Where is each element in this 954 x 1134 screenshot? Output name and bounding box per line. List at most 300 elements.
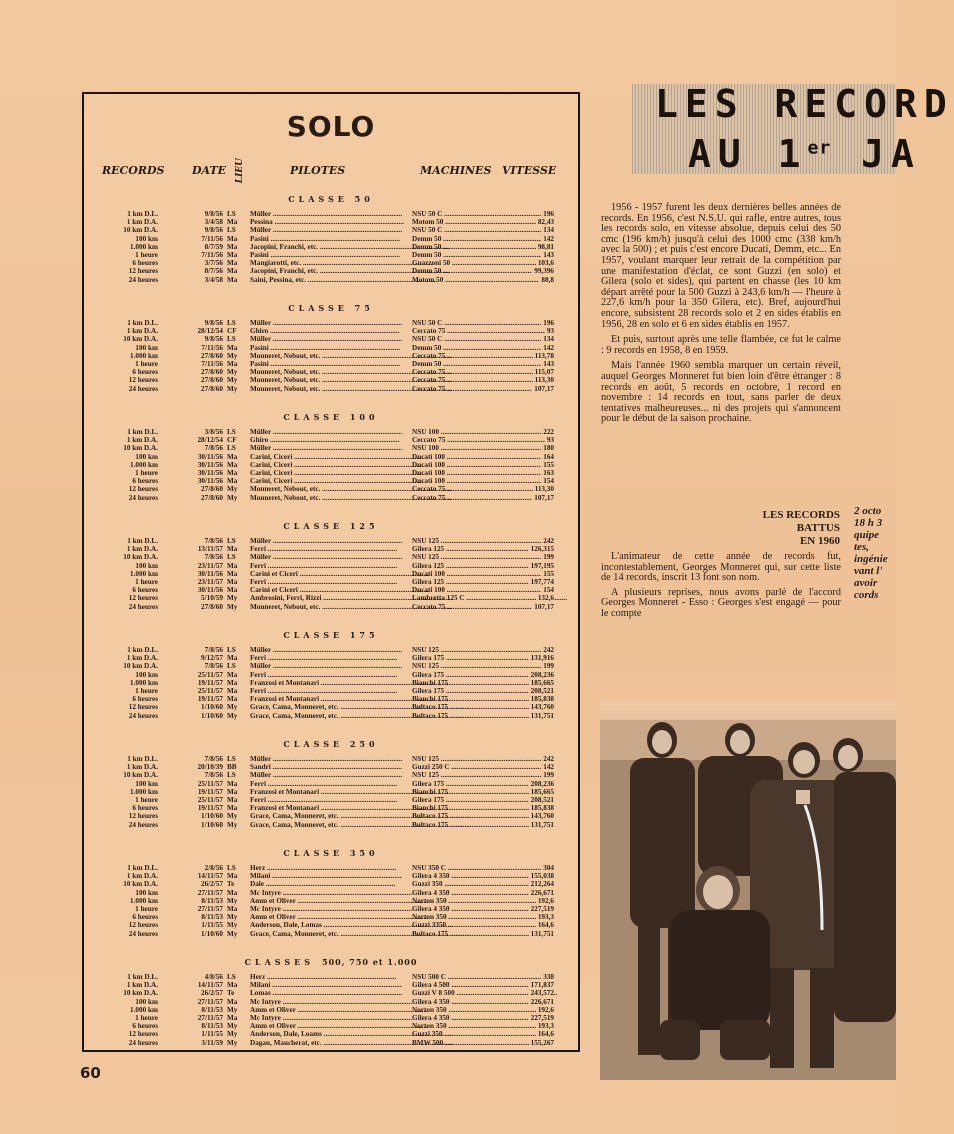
record-date: 1/10/60 [201,820,223,829]
record-type: 100 km [135,670,158,679]
record-date: 30/11/56 [197,569,223,578]
table-row [84,1030,578,1038]
record-machine: Gilera 175 ..... [412,654,524,662]
record-speed: 131,751 [530,929,554,938]
table-title: SOLO [286,110,376,143]
table-row [84,453,578,461]
table-row [84,930,578,938]
section-title-text: CLASSE 50 [288,194,374,204]
record-riders: Grace, Cama, Monneret, etc. ..... [250,712,392,720]
record-machine: Gilera 4 500 ..... [412,981,524,989]
record-place: My [227,896,238,905]
record-machine: Bianchi 175 ..... [412,788,524,796]
record-type: 1.000 km [130,242,158,251]
table-row [84,763,578,771]
record-speed: 227,519 [530,904,554,913]
record-place: LS [227,335,236,344]
record-machine: NSU 125 ..... [412,662,524,670]
record-place: Ma [227,670,238,679]
record-machine: Guzzi 350 ..... [412,1030,524,1038]
record-place: Ma [227,586,238,595]
record-machine: Bultaco 175 ..... [412,703,524,711]
record-place: Ma [227,695,238,704]
record-riders: Anderson, Dale, Loams ..... [250,1030,392,1038]
record-date: 7/11/56 [201,359,223,368]
record-speed: 107,17 [534,493,554,502]
record-machine: Ducati 100 ..... [412,469,524,477]
table-row [84,276,578,284]
record-riders: Müller ..... [250,226,392,234]
record-type: 10 km D.A. [123,880,158,889]
record-type: 100 km [135,561,158,570]
record-type: 1 heure [135,904,158,913]
section-title [84,848,578,858]
record-machine: Norton 350 ..... [412,1022,524,1030]
record-speed: 199 [543,662,554,671]
side-line: cords [854,589,879,601]
record-date: 9/8/56 [204,226,223,235]
record-riders: Franzosi et Montanari ..... [250,804,392,812]
table-row [84,889,578,897]
record-place: Ma [227,569,238,578]
record-riders: Ferri ..... [250,671,392,679]
table-row [84,218,578,226]
record-date: 19/11/57 [197,804,223,813]
table-row [84,989,578,997]
record-date: 5/10/59 [201,594,223,603]
table-row [84,788,578,796]
record-riders: Monneret, Nebout, etc. ..... [250,494,392,502]
record-riders: Müller ..... [250,646,392,654]
record-place: LS [227,646,236,654]
table-row [84,251,578,259]
record-date: 30/11/56 [197,452,223,461]
header-lieu: LIEU [235,158,245,184]
record-date: 27/8/60 [201,602,223,611]
record-place: Ma [227,787,238,796]
record-type: 1.000 km [130,351,158,360]
record-speed: 180 [543,444,554,453]
record-riders: Franzosi et Montanari ..... [250,788,392,796]
record-speed: 222 [543,428,554,436]
record-place: Ma [227,795,238,804]
table-row [84,703,578,711]
record-riders: Grace, Cama, Monneret, etc. ..... [250,821,392,829]
record-machine: NSU 50 C ..... [412,210,524,218]
record-machine: Gilera 175 ..... [412,687,524,695]
record-date: 3/11/59 [201,1038,223,1047]
table-row [84,537,578,545]
record-date: 27/11/57 [197,997,223,1006]
record-type: 24 heures [128,1038,158,1047]
record-date: 19/11/57 [197,678,223,687]
record-machine: Lambretta 125 C ..... [412,594,524,602]
record-riders: Carini, Ciceri ..... [250,461,392,469]
record-type: 1 km D.L. [127,210,158,218]
record-date: 27/8/60 [201,493,223,502]
record-date: 30/11/56 [197,586,223,595]
record-type: 1.000 km [130,1005,158,1014]
record-riders: Ferri ..... [250,578,392,586]
record-place: My [227,485,238,494]
record-type: 24 heures [128,275,158,284]
record-riders: Mc Intyre ..... [250,905,392,913]
table-row [84,562,578,570]
record-type: 24 heures [128,493,158,502]
record-machine: Ceccato 75 ..... [412,368,524,376]
record-type: 10 km D.A. [123,335,158,344]
record-type: 1 km D.L. [127,646,158,654]
record-speed: 113,78 [534,351,554,360]
record-riders: Müller ..... [250,335,392,343]
record-riders: Pessina ..... [250,218,392,226]
record-place: My [227,493,238,502]
record-speed: 304 [543,864,554,872]
record-machine: Ducati 100 ..... [412,477,524,485]
record-machine: NSU 100 ..... [412,444,524,452]
record-speed: 243,572 [530,989,554,998]
record-type: 100 km [135,343,158,352]
record-type: 10 km D.A. [123,553,158,562]
record-machine: Gilera 4 350 ..... [412,905,524,913]
record-machine: Gilera 4 350 ..... [412,889,524,897]
record-place: Ma [227,804,238,813]
table-row [84,477,578,485]
group-photo [600,700,896,1080]
record-speed: 107,17 [534,602,554,611]
record-date: 7/8/56 [204,537,223,545]
record-date: 28/12/54 [197,436,223,445]
record-riders: Sandri ..... [250,763,392,771]
record-machine: NSU 350 C ..... [412,864,524,872]
record-type: 10 km D.A. [123,662,158,671]
table-row [84,603,578,611]
record-speed: 154 [543,586,554,595]
table-section [84,303,578,393]
record-speed: 226,671 [530,997,554,1006]
headline-line-2-b: JA [831,132,921,176]
record-type: 10 km D.A. [123,226,158,235]
record-date: 1/10/60 [201,812,223,821]
table-row [84,662,578,670]
record-date: 7/8/56 [204,662,223,671]
table-row [84,1006,578,1014]
record-speed: 98,81 [537,242,554,251]
record-type: 1 km D.L. [127,319,158,327]
record-type: 12 heures [128,376,158,385]
table-row [84,864,578,872]
record-riders: Monneret, Nebout, etc. ..... [250,368,392,376]
table-row [84,804,578,812]
record-type: 1.000 km [130,460,158,469]
section-title-text: CLASSE 100 [283,412,379,422]
record-type: 10 km D.A. [123,444,158,453]
record-place: Ma [227,1013,238,1022]
record-type: 24 heures [128,711,158,720]
record-speed: 185,665 [530,678,554,687]
record-place: LS [227,864,236,872]
record-machine: Gilera 4 350 ..... [412,1014,524,1022]
record-place: LS [227,553,236,562]
record-date: 8/11/53 [201,1005,223,1014]
record-riders: Herz ..... [250,973,392,981]
record-machine: Demm 50 ..... [412,251,524,259]
record-speed: 197,774 [530,577,554,586]
record-machine: Gilera 4 350 ..... [412,872,524,880]
table-row [84,981,578,989]
record-place: Ma [227,267,238,276]
record-speed: 88,8 [541,275,554,284]
record-riders: Ferri ..... [250,545,392,553]
record-machine: Gilera 4 350 ..... [412,998,524,1006]
record-machine: Ceccato 75 ..... [412,436,524,444]
record-date: 30/11/56 [197,460,223,469]
record-riders: Franzosi et Montanari ..... [250,695,392,703]
record-speed: 226,671 [530,888,554,897]
record-riders: Grace, Cama, Monneret, etc. ..... [250,703,392,711]
record-machine: Bianchi 175 ..... [412,695,524,703]
record-machine: NSU 125 ..... [412,537,524,545]
headline-sup: er [807,137,832,159]
table-row [84,796,578,804]
record-place: LS [227,428,236,436]
record-type: 6 heures [132,1022,158,1031]
record-speed: 155 [543,460,554,469]
record-date: 26/2/57 [201,880,223,889]
record-date: 27/8/60 [201,351,223,360]
record-riders: Monneret, Nebout, etc. ..... [250,485,392,493]
table-row [84,444,578,452]
record-speed: 185,838 [530,804,554,813]
table-row [84,259,578,267]
record-riders: Müller ..... [250,553,392,561]
side-line: 2 octo [854,505,882,517]
record-riders: Carini, Ciceri ..... [250,453,392,461]
record-machine: Guazzoni 50 ..... [412,259,524,267]
record-type: 12 heures [128,267,158,276]
record-riders: Grace, Cama, Monneret, etc. ..... [250,812,392,820]
paragraph: 1956 - 1957 furent les deux dernières belles années de records. En 1956, c'est N.S.U. qui rafle, entre autres, tous les records solo, en vitesse absolue, depuis celui des 50 cmc (196 km/h) jusqu'à celui des 1000 cmc (338 km/h avec la 500) ; et puis c'est encore Ducati, Demm, etc... En 1957, voulant marquer leur retrait de la compétition par une manifestation d'éclat, ce sont Guzzi (en solo) et Gilera (solo et sides), qui partent en chasse (les 10 km départ arrêté pour la 500 Guzzi à 243,6 km/h — l'heure à 227,6 km/h pour la 350 Gilera, etc). Bref, aujourd'hui encore, subsistent 28 records solo et 2 en sides établis en 1956, 28 en solo et 6 en sides établis en 1957. [601,202,841,330]
record-date: 8/7/56 [204,267,223,276]
record-riders: Müller ..... [250,444,392,452]
record-place: My [227,602,238,611]
record-place: Ma [227,218,238,227]
record-speed: 131,916 [530,654,554,663]
record-riders: Pasini ..... [250,235,392,243]
record-type: 100 km [135,997,158,1006]
record-riders: Anderson, Dale, Lomas ..... [250,921,392,929]
record-riders: Monneret, Nebout, etc. ..... [250,352,392,360]
record-place: Ma [227,460,238,469]
record-date: 14/11/57 [197,872,223,881]
section-title [84,412,578,422]
record-riders: Ferri ..... [250,687,392,695]
record-type: 6 heures [132,695,158,704]
record-riders: Mangiarotti, etc. ..... [250,259,392,267]
record-speed: 142 [543,234,554,243]
record-type: 24 heures [128,384,158,393]
record-date: 19/11/57 [197,695,223,704]
record-speed: 208,521 [530,686,554,695]
record-riders: Müller ..... [250,428,392,436]
record-speed: 126,315 [530,545,554,554]
record-riders: Pasini ..... [250,360,392,368]
record-machine: NSU 100 ..... [412,428,524,436]
record-riders: Grace, Cama, Monneret, etc. ..... [250,930,392,938]
record-date: 7/11/56 [201,250,223,259]
record-place: LS [227,662,236,671]
table-row [84,755,578,763]
record-place: LS [227,755,236,763]
record-place: Ma [227,686,238,695]
record-speed: 143,760 [530,812,554,821]
section-title-text: CLASSE 250 [283,739,379,749]
record-speed: 164 [543,452,554,461]
table-row [84,695,578,703]
record-machine: NSU 50 C ..... [412,319,524,327]
table-row [84,905,578,913]
record-place: LS [227,537,236,545]
record-machine: Ceccato 75 ..... [412,385,524,393]
record-place: Ma [227,997,238,1006]
record-date: 1/10/60 [201,703,223,712]
record-type: 1 heure [135,250,158,259]
side-line: avoir [854,577,878,589]
record-speed: 185,838 [530,695,554,704]
side-line: vant l' [854,565,883,577]
record-place: Ma [227,872,238,881]
record-type: 1 km D.A. [126,763,158,772]
record-speed: 142 [543,343,554,352]
record-machine: Demm 50 ..... [412,360,524,368]
record-speed: 338 [543,973,554,981]
page-number: 60 [80,1064,101,1082]
record-place: Ma [227,888,238,897]
record-place: My [227,1022,238,1031]
records-table [82,92,580,1052]
record-date: 7/11/56 [201,343,223,352]
record-machine: Gilera 175 ..... [412,780,524,788]
record-date: 28/12/54 [197,327,223,336]
table-row [84,461,578,469]
record-date: 23/11/57 [197,577,223,586]
record-type: 6 heures [132,586,158,595]
record-type: 6 heures [132,804,158,813]
record-machine: Ceccato 75 ..... [412,327,524,335]
section-title [84,521,578,531]
record-date: 3/7/56 [204,259,223,268]
record-riders: Müller ..... [250,319,392,327]
section-title [84,957,578,967]
record-place: Ma [227,259,238,268]
record-date: 7/8/56 [204,771,223,780]
record-machine: Norton 350 ..... [412,897,524,905]
record-type: 1.000 km [130,787,158,796]
header-pilotes: PILOTES [290,164,346,177]
paragraph: L'animateur de cette année de records fut, incontestablement, Georges Monneret qui, sur cette liste de 14 records, inscrit 13 font son nom. [601,551,841,584]
table-section [84,630,578,720]
record-speed: 93 [546,436,554,445]
record-date: 25/11/57 [197,670,223,679]
table-row [84,545,578,553]
record-place: My [227,812,238,821]
record-type: 12 heures [128,921,158,930]
record-riders: Carini, Ciceri ..... [250,477,392,485]
table-row [84,428,578,436]
record-riders: Mc Intyre ..... [250,889,392,897]
record-type: 12 heures [128,703,158,712]
record-type: 1 heure [135,577,158,586]
record-speed: 193,3 [537,1022,554,1031]
table-row [84,360,578,368]
table-section [84,957,578,1047]
record-type: 1 km D.A. [126,981,158,990]
subhead-line: LES RECORDS [762,509,840,521]
record-speed: 131,751 [530,711,554,720]
record-type: 1 heure [135,686,158,695]
record-place: Ma [227,904,238,913]
record-speed: 242 [543,537,554,545]
record-type: 10 km D.A. [123,771,158,780]
record-type: 10 km D.A. [123,989,158,998]
record-machine: Motom 50 ..... [412,276,524,284]
record-date: 27/11/57 [197,904,223,913]
record-date: 4/8/56 [204,973,223,981]
record-speed: 164,6 [537,921,554,930]
section-title [84,739,578,749]
record-place: Ma [227,275,238,284]
record-speed: 208,236 [530,779,554,788]
photo-illustration [600,700,896,1080]
record-type: 6 heures [132,259,158,268]
record-date: 27/8/60 [201,384,223,393]
record-speed: 113,30 [534,485,554,494]
record-date: 9/8/56 [204,335,223,344]
section-title-text: CLASSE 75 [288,303,374,313]
record-riders: Lomas ..... [250,989,392,997]
table-section [84,194,578,284]
subheading [700,509,840,548]
table-row [84,654,578,662]
table-row [84,1039,578,1047]
record-place: Ma [227,654,238,663]
record-speed: 192,6 [537,1005,554,1014]
record-type: 12 heures [128,812,158,821]
record-speed: 155 [543,569,554,578]
table-row [84,998,578,1006]
record-type: 6 heures [132,913,158,922]
record-machine: Demm 50 ..... [412,267,524,275]
record-date: 23/11/57 [197,561,223,570]
record-date: 7/8/56 [204,755,223,763]
table-row [84,578,578,586]
subhead-line: BATTUS [796,522,840,534]
record-riders: Ferri ..... [250,796,392,804]
record-speed: 103,6 [537,259,554,268]
record-date: 25/11/57 [197,686,223,695]
table-row [84,671,578,679]
record-date: 3/4/58 [204,218,223,227]
record-type: 1 heure [135,1013,158,1022]
record-date: 3/4/58 [204,275,223,284]
record-date: 9/8/56 [204,210,223,218]
record-speed: 134 [543,226,554,235]
table-row [84,687,578,695]
record-machine: NSU 125 ..... [412,646,524,654]
table-row [84,897,578,905]
record-speed: 227,519 [530,1013,554,1022]
record-speed: 143 [543,250,554,259]
